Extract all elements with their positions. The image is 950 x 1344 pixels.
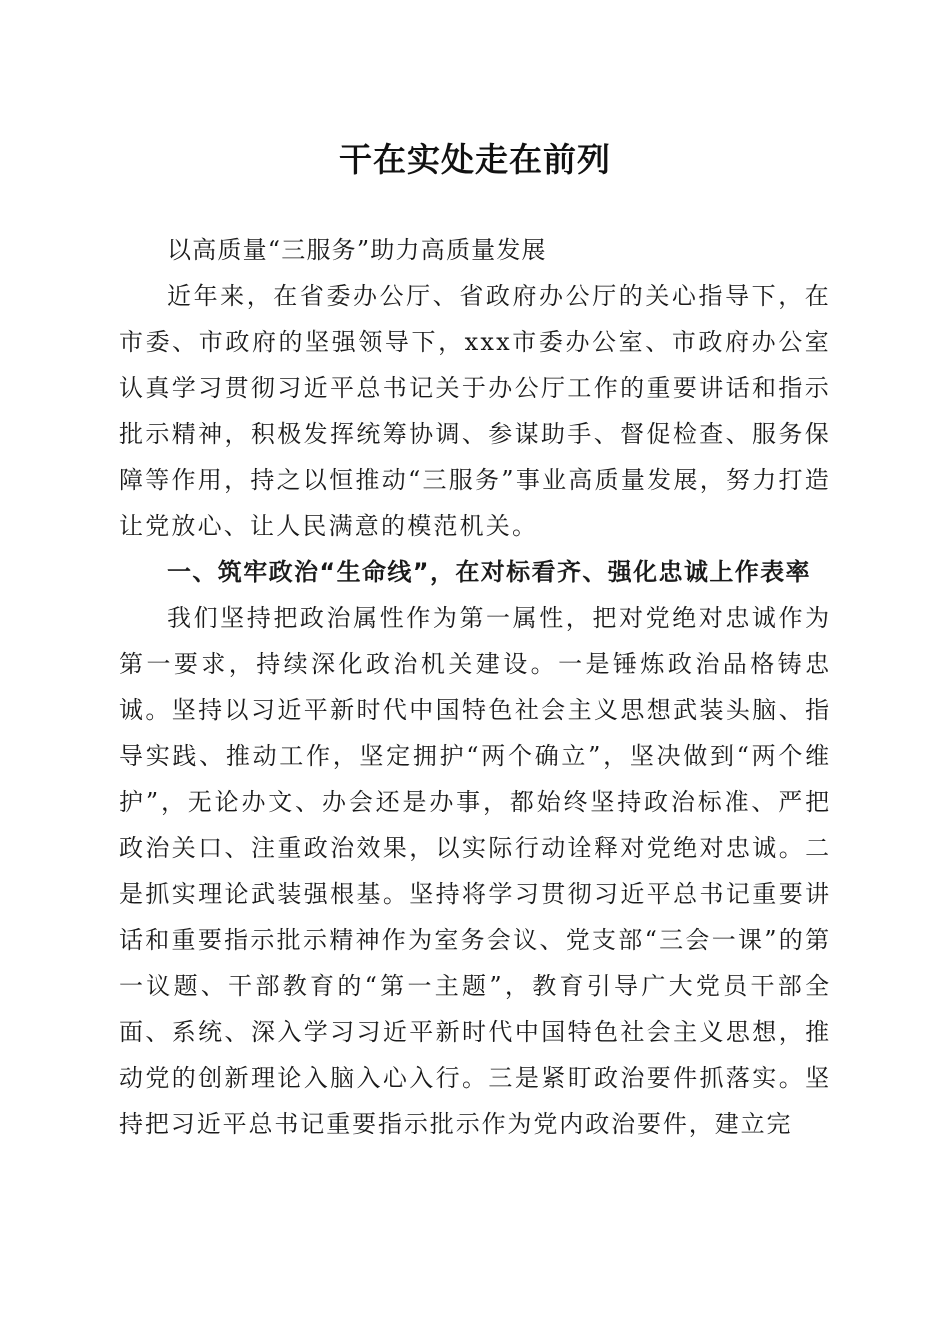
intro-paragraph: 近年来，在省委办公厅、省政府办公厅的关心指导下，在市委、市政府的坚强领导下，xxx市委办公室、市政府办公室认真学习贯彻习近平总书记关于办公厅工作的重要讲话和指示批示精神，积极发挥统筹协调、参谋助手、督促检查、服务保障等作用，持之以恒推动“三服务”事业高质量发展，努力打造让党放心、让人民满意的模范机关。 bbox=[119, 282, 831, 540]
document-subtitle: 以高质量“三服务”助力高质量发展 bbox=[167, 236, 547, 264]
section-heading: 一、筑牢政治“生命线”，在对标看齐、强化忠诚上作表率 bbox=[167, 558, 811, 586]
document-title: 干在实处走在前列 bbox=[339, 140, 611, 179]
section-paragraph: 我们坚持把政治属性作为第一属性，把对党绝对忠诚作为第一要求，持续深化政治机关建设。一是锤炼政治品格铸忠诚。坚持以习近平新时代中国特色社会主义思想武装头脑、指导实践、推动工作，坚定拥护“两个确立”，坚决做到“两个维护”，无论办文、办会还是办事，都始终坚持政治标准、严把政治关口、注重政治效果，以实际行动诠释对党绝对忠诚。二是抓实理论武装强根基。坚持将学习贯彻习近平总书记重要讲话和重要指示批示精神作为室务会议、党支部“三会一课”的第一议题、干部教育的“第一主题”，教育引导广大党员干部全面、系统、深入学习习近平新时代中国特色社会主义思想，推动党的创新理论入脑入心入行。三是紧盯政治要件抓落实。坚持把习近平总书记重要指示批示作为党内政治要件，建立完 bbox=[119, 604, 831, 1138]
document-body bbox=[119, 227, 831, 1147]
